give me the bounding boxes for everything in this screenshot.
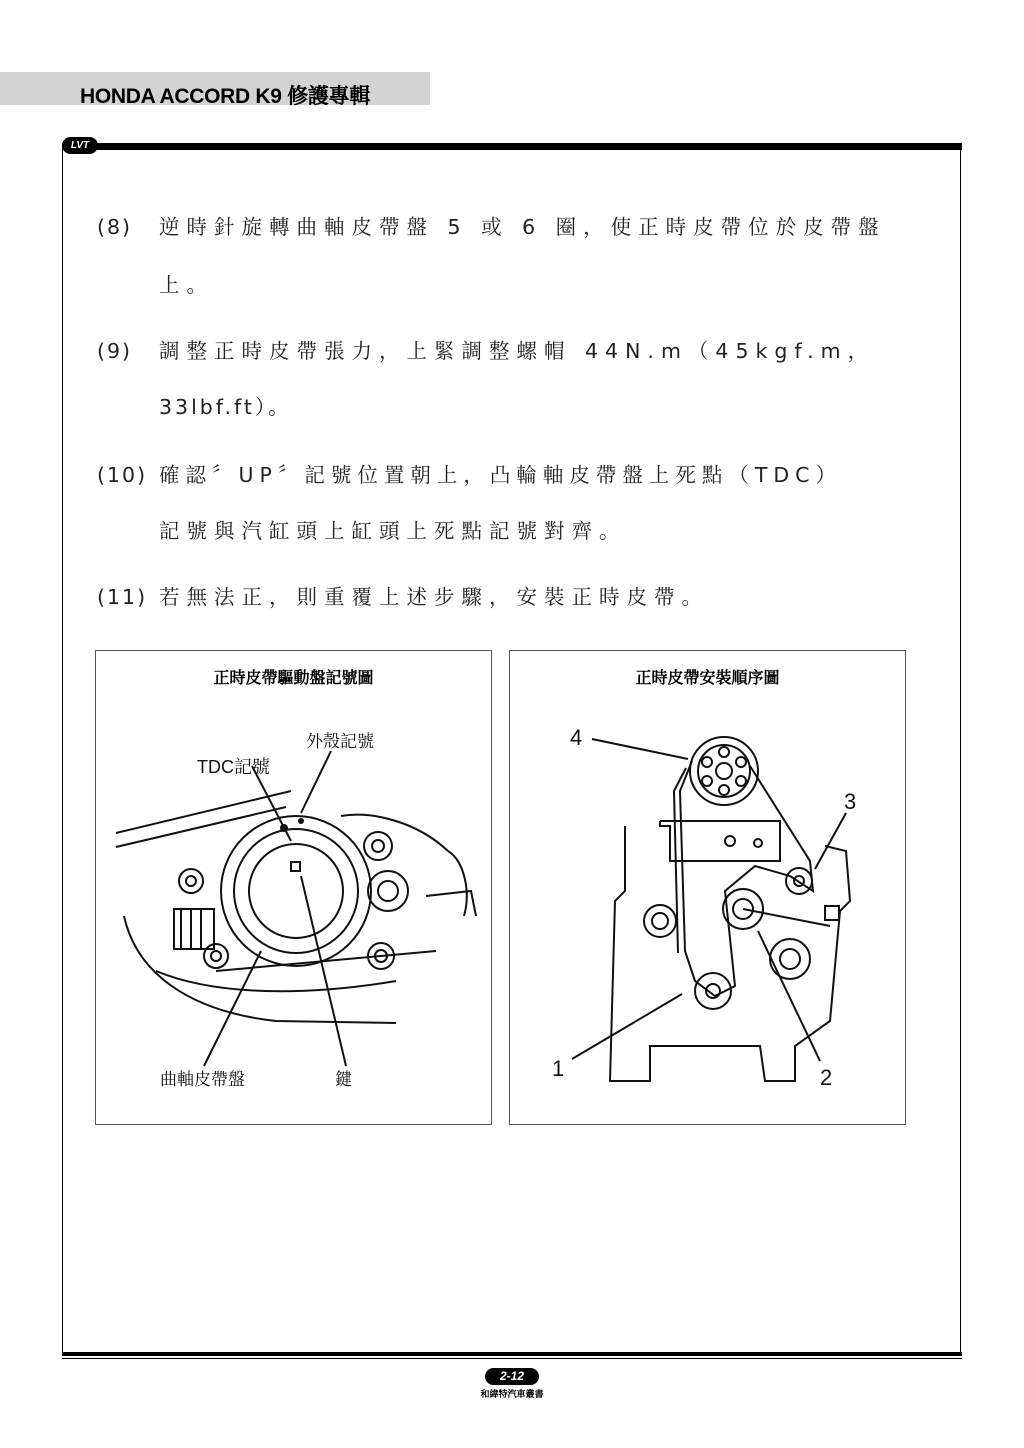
label-tdc-mark: TDC記號 <box>197 757 270 777</box>
step-number: (8) <box>97 215 133 239</box>
page-number-badge: 2-12 <box>485 1368 539 1385</box>
publisher-name: 和緯特汽車叢書 <box>480 1390 544 1400</box>
label-housing-mark: 外殼記號 <box>306 732 374 752</box>
bottom-rule <box>62 1352 962 1356</box>
step-10-line2: 記號與汽缸頭上缸頭上死點記號對齊。 <box>159 519 627 543</box>
step-10-line1: (10) 確認〞UP〞記號位置朝上，凸輪軸皮帶盤上死點（TDC） <box>97 463 842 487</box>
step-number: (10) <box>97 463 148 487</box>
label-crank-pulley: 曲軸皮帶盤 <box>160 1070 245 1090</box>
step-number: (11) <box>97 585 148 609</box>
step-9-line2: 33lbf.ft）。 <box>159 395 292 419</box>
step-8-line1: (8) 逆時針旋轉曲軸皮帶盤 5 或 6 圈，使正時皮帶位於皮帶盤 <box>97 215 886 239</box>
top-rule <box>62 143 962 150</box>
pulley-marks-drawing <box>96 651 491 1124</box>
callout-2: 2 <box>820 1065 833 1090</box>
figure-title: 正時皮帶安裝順序圖 <box>635 668 780 687</box>
bottom-rule-thin <box>62 1358 962 1359</box>
callout-3: 3 <box>844 789 857 814</box>
figure-timing-pulley-marks <box>95 650 492 1125</box>
callout-4: 4 <box>570 725 583 750</box>
step-8-line2: 上。 <box>159 273 214 297</box>
figure-belt-install-order <box>509 650 906 1125</box>
label-key: 鍵 <box>335 1070 352 1090</box>
step-9-line1: (9) 調整正時皮帶張力，上緊調整螺帽 44N.m（45kgf.m， <box>97 339 876 363</box>
figure-title: 正時皮帶驅動盤記號圖 <box>213 668 374 687</box>
document-title: HONDA ACCORD K9 修護專輯 <box>80 85 370 108</box>
belt-install-drawing <box>510 651 905 1124</box>
publisher-logo: LVT <box>62 137 98 154</box>
step-number: (9) <box>97 339 133 363</box>
step-11-line1: (11) 若無法正，則重覆上述步驟，安裝正時皮帶。 <box>97 585 709 609</box>
callout-1: 1 <box>552 1056 565 1081</box>
